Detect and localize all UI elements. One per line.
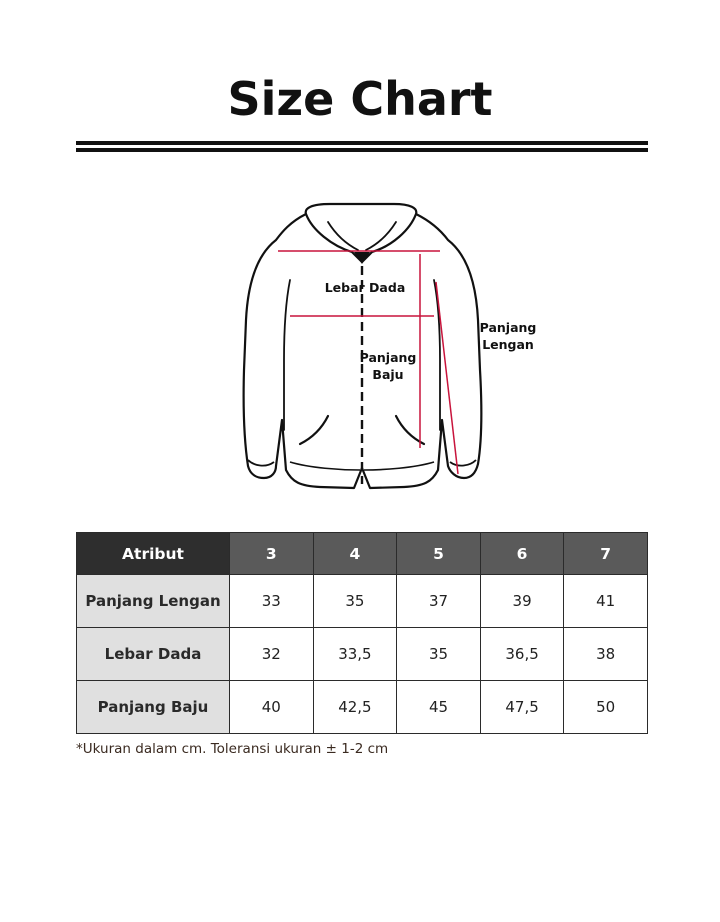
table-cell: 35 (397, 628, 481, 681)
body-length-label (352, 349, 424, 383)
chest-width-label (320, 279, 410, 296)
table-cell: 45 (397, 681, 481, 734)
header-size-3: 3 (230, 533, 314, 575)
table-header-row (77, 533, 648, 575)
table-cell: 36,5 (480, 628, 564, 681)
table-row (77, 628, 648, 681)
header-attribute: Atribut (77, 533, 230, 575)
table-cell: 39 (480, 575, 564, 628)
header-size-4: 4 (313, 533, 397, 575)
table-cell: 32 (230, 628, 314, 681)
title-divider-bottom (76, 148, 648, 152)
table-cell: 50 (564, 681, 648, 734)
chest-width-text: Lebar Dada (324, 280, 406, 295)
size-table (76, 532, 648, 734)
table-cell: 35 (313, 575, 397, 628)
header-size-6: 6 (480, 533, 564, 575)
header-size-5: 5 (397, 533, 481, 575)
table-cell: 33 (230, 575, 314, 628)
table-cell: 47,5 (480, 681, 564, 734)
table-cell: 33,5 (313, 628, 397, 681)
table-row (77, 575, 648, 628)
row-label-body-length: Panjang Baju (77, 681, 230, 734)
table-cell: 37 (397, 575, 481, 628)
page-title: Size Chart (227, 72, 493, 126)
table-cell: 41 (564, 575, 648, 628)
table-cell: 40 (230, 681, 314, 734)
sleeve-length-label (468, 319, 548, 353)
sleeve-length-text-line2: Lengan (482, 337, 534, 352)
row-label-chest-width: Lebar Dada (77, 628, 230, 681)
table-cell: 42,5 (313, 681, 397, 734)
title-divider-top (76, 141, 648, 145)
body-length-text-line1: Panjang (359, 350, 417, 365)
body-length-text-line2: Baju (372, 367, 404, 382)
size-note: *Ukuran dalam cm. Toleransi ukuran ± 1-2 cm (76, 741, 389, 757)
table-cell: 38 (564, 628, 648, 681)
table-row (77, 681, 648, 734)
header-size-7: 7 (564, 533, 648, 575)
row-label-sleeve-length: Panjang Lengan (77, 575, 230, 628)
sleeve-length-text-line1: Panjang (479, 320, 537, 335)
